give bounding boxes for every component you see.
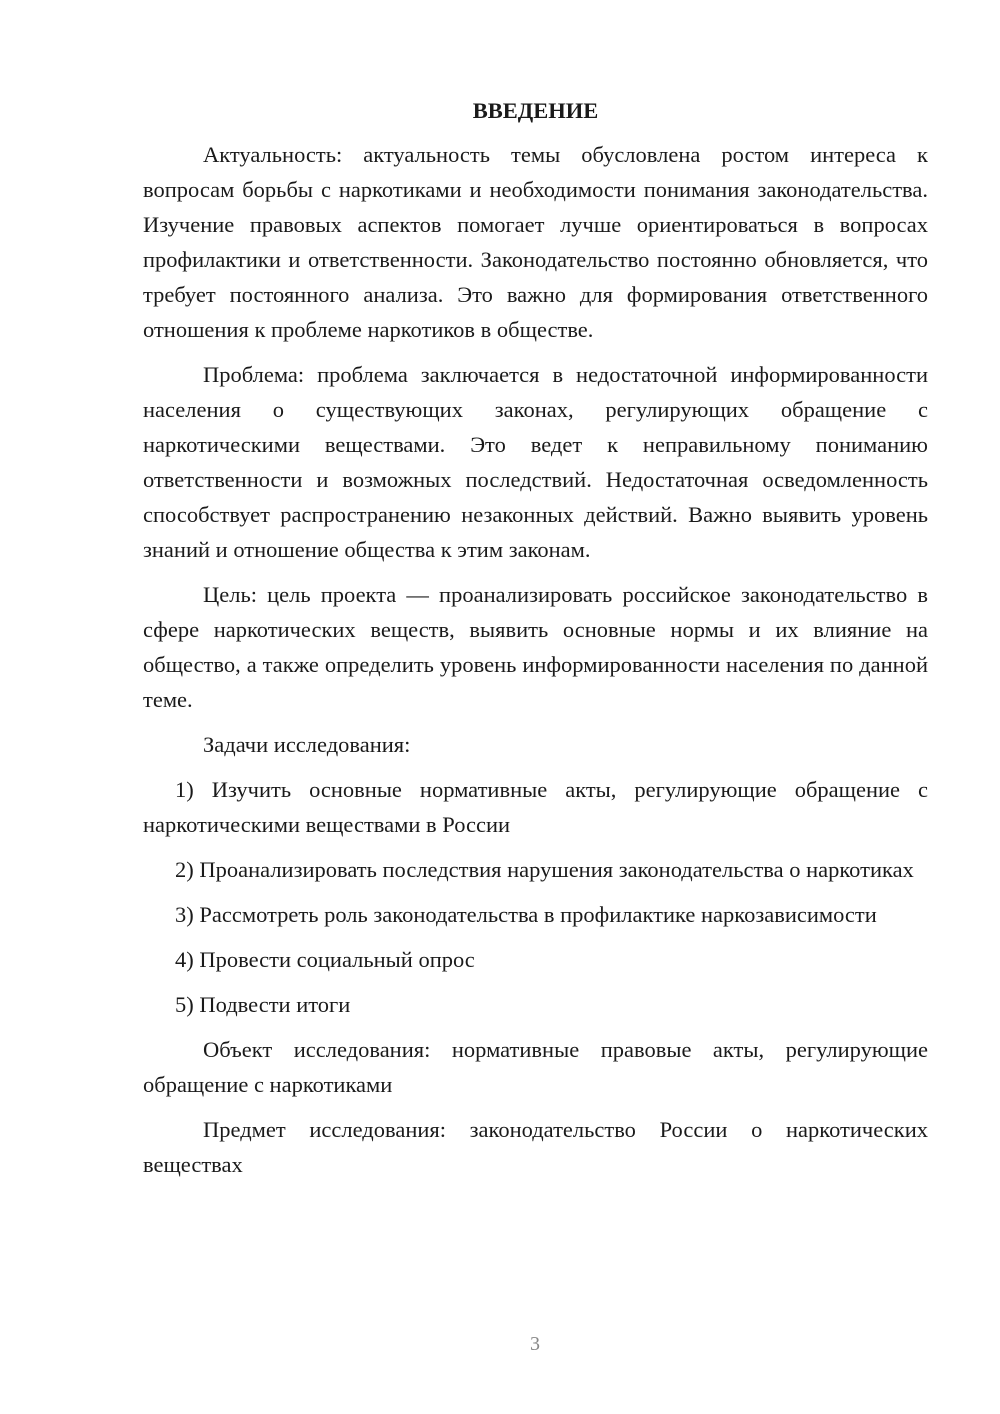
task-item: 2) Проанализировать последствия нарушения законодательства о наркотиках: [175, 857, 914, 882]
subject-paragraph: Предмет исследования: законодательство России о наркотических веществах: [143, 1117, 928, 1177]
task-item: 4) Провести социальный опрос: [175, 947, 475, 972]
goal-paragraph: Цель: цель проекта — проанализировать российское законодательство в сфере наркотических веществ, выявить основные нормы и их влияние на общество, а также определить уровень информированности населения по данной теме.: [143, 582, 928, 712]
document-page: [143, 95, 928, 1192]
task-item: 3) Рассмотреть роль законодательства в профилактике наркозависимости: [175, 902, 877, 927]
task-item: 1) Изучить основные нормативные акты, регулирующие обращение с наркотическими веществами в России: [143, 777, 928, 837]
page-number: 3: [530, 1333, 540, 1355]
tasks-list: [143, 772, 928, 1022]
relevance-paragraph: Актуальность: актуальность темы обусловлена ростом интереса к вопросам борьбы с наркотиками и необходимости понимания законодательства. Изучение правовых аспектов помогает лучше ориентироваться в вопросах профилактики и ответственности. Законодательство постоянно обновляется, что требует постоянного анализа. Это важно для формирования ответственного отношения к проблеме наркотиков в обществе.: [143, 142, 928, 342]
tasks-heading: Задачи исследования:: [203, 732, 411, 757]
object-paragraph: Объект исследования: нормативные правовые акты, регулирующие обращение с наркотиками: [143, 1037, 928, 1097]
problem-paragraph: Проблема: проблема заключается в недостаточной информированности населения о существующих законах, регулирующих обращение с наркотическими веществами. Это ведет к неправильному пониманию ответственности и возможных последствий. Недостаточная осведомленность способствует распространению незаконных действий. Важно выявить уровень знаний и отношение общества к этим законам.: [143, 362, 928, 562]
task-item: 5) Подвести итоги: [175, 992, 351, 1017]
section-heading: ВВЕДЕНИЕ: [472, 98, 599, 123]
